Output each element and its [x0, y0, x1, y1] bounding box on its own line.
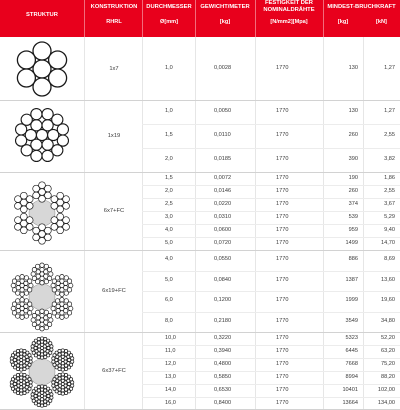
- cell-force-kg: 1999: [345, 297, 358, 304]
- header-bruchkraft: MINDEST-BRUCHKRAFT: [327, 4, 396, 10]
- rope-6x19-fc-icon: [7, 262, 77, 332]
- subheader-strength: [N/mm2][Mpa]: [270, 19, 308, 25]
- cell-strength: 1770: [276, 226, 289, 233]
- subheader-weight: [kg]: [219, 19, 231, 25]
- cell-diameter: 3,0: [165, 213, 173, 220]
- cell-weight: 0,5850: [214, 373, 232, 380]
- cell-force-kn: 19,60: [381, 297, 395, 304]
- row-divider: [142, 211, 400, 212]
- cell-strength: 1770: [276, 399, 289, 406]
- cell-weight: 0,3220: [214, 334, 232, 341]
- header-konstruktion: KONSTRUKTION: [90, 4, 138, 10]
- cell-force-kn: 1,27: [384, 64, 395, 71]
- cell-diameter: 6,0: [165, 297, 173, 304]
- row-divider: [142, 358, 400, 359]
- cell-diameter: 1,5: [165, 132, 173, 138]
- header-gewicht: GEWICHT/METER: [200, 4, 250, 10]
- cell-force-kg: 1499: [345, 239, 358, 246]
- cell-strength: 1770: [276, 386, 289, 393]
- cell-konstruktion: 6x37+FC: [102, 368, 126, 374]
- cell-strength: 1770: [276, 256, 289, 263]
- cell-strength: 1770: [276, 373, 289, 380]
- cell-strength: 1770: [276, 174, 289, 181]
- cell-strength: 1770: [276, 213, 289, 220]
- cell-force-kg: 390: [348, 156, 358, 162]
- cell-weight: 0,0720: [214, 239, 232, 246]
- cell-diameter: 11,0: [165, 347, 176, 354]
- cell-weight: 0,0550: [214, 256, 232, 263]
- cell-diameter: 4,0: [165, 256, 173, 263]
- group-divider: [0, 250, 400, 251]
- cell-force-kg: 260: [348, 187, 358, 194]
- cell-strength: 1770: [276, 347, 289, 354]
- cell-strength: 1770: [276, 317, 289, 324]
- cell-weight: 0,0146: [214, 187, 232, 194]
- cell-force-kn: 13,60: [381, 276, 395, 283]
- cell-konstruktion: 6x7+FC: [103, 208, 125, 214]
- cell-weight: 0,8400: [214, 399, 232, 406]
- cell-weight: 0,0050: [214, 108, 232, 114]
- row-divider: [142, 224, 400, 225]
- cell-diameter: 2,5: [165, 200, 173, 207]
- cell-force-kg: 1387: [345, 276, 358, 283]
- cell-strength: 1770: [276, 156, 289, 162]
- cell-force-kn: 2,55: [384, 132, 395, 138]
- row-divider: [142, 312, 400, 313]
- cell-diameter: 13,0: [165, 373, 176, 380]
- cell-weight: 0,6530: [214, 386, 232, 393]
- cell-strength: 1770: [276, 187, 289, 194]
- cell-force-kn: 63,20: [381, 347, 395, 354]
- cell-diameter: 1,0: [165, 108, 173, 114]
- group-divider: [0, 172, 400, 173]
- subheader-kg: [kg]: [337, 19, 349, 25]
- header-festigkeit-2: NOMINALDRÄHTE: [263, 7, 315, 13]
- cell-konstruktion: 1x7: [109, 65, 119, 72]
- cell-diameter: 5,0: [165, 239, 173, 246]
- cell-strength: 1770: [276, 64, 289, 71]
- cell-diameter: 8,0: [165, 317, 173, 324]
- cell-weight: 0,0600: [214, 226, 232, 233]
- cell-force-kn: 9,40: [384, 226, 395, 233]
- cell-weight: 0,0310: [214, 213, 232, 220]
- cell-force-kn: 8,69: [384, 256, 395, 263]
- rope-1x19-icon: [11, 104, 73, 166]
- row-divider: [142, 237, 400, 238]
- cell-weight: 0,0110: [214, 132, 231, 138]
- header-festigkeit-1: FESTIGKEIT DER: [265, 0, 313, 6]
- cell-weight: 0,0840: [214, 276, 232, 283]
- table-subheader: [0, 27, 400, 37]
- cell-force-kn: 2,55: [384, 187, 395, 194]
- cell-force-kg: 6445: [345, 347, 358, 354]
- cell-force-kg: 3549: [345, 317, 358, 324]
- cell-konstruktion: 1x19: [107, 133, 121, 139]
- cell-weight: 0,3940: [214, 347, 232, 354]
- cell-force-kg: 7668: [345, 360, 358, 367]
- cell-konstruktion: 6x19+FC: [102, 288, 126, 294]
- cell-force-kn: 3,82: [384, 156, 395, 162]
- rope-6x37-fc-icon: [6, 336, 78, 408]
- cell-force-kn: 88,20: [381, 373, 395, 380]
- cell-diameter: 1,0: [165, 64, 173, 71]
- cell-diameter: 2,0: [165, 156, 173, 162]
- cell-force-kg: 959: [348, 226, 358, 233]
- cell-weight: 0,0220: [214, 200, 232, 207]
- row-divider: [142, 148, 400, 149]
- cell-force-kn: 34,80: [381, 317, 395, 324]
- subheader-diameter: Ø[mm]: [159, 19, 179, 25]
- row-divider: [142, 271, 400, 272]
- cell-force-kg: 260: [348, 132, 358, 138]
- cell-weight: 0,0185: [214, 156, 232, 162]
- cell-strength: 1770: [276, 360, 289, 367]
- cell-force-kn: 1,86: [384, 174, 395, 181]
- cell-diameter: 12,0: [165, 360, 176, 367]
- row-divider: [142, 384, 400, 385]
- cell-diameter: 14,0: [165, 386, 176, 393]
- cell-force-kg: 130: [348, 108, 358, 114]
- cell-diameter: 1,5: [165, 174, 173, 181]
- header-struktur: STRUKTUR: [26, 12, 58, 18]
- subheader-rhrl: RHRL: [106, 19, 122, 25]
- cell-force-kg: 8994: [345, 373, 358, 380]
- cell-force-kg: 374: [348, 200, 358, 207]
- cell-force-kn: 134,00: [377, 399, 395, 406]
- cell-force-kn: 75,20: [381, 360, 395, 367]
- rope-6x7-fc-icon: [9, 180, 75, 246]
- cell-weight: 0,0028: [214, 64, 232, 71]
- cell-force-kg: 886: [348, 256, 358, 263]
- cell-force-kn: 3,67: [384, 200, 395, 207]
- row-divider: [142, 345, 400, 346]
- cell-diameter: 16,0: [165, 399, 176, 406]
- cell-strength: 1770: [276, 108, 289, 114]
- row-divider: [142, 371, 400, 372]
- group-divider: [0, 332, 400, 333]
- cell-weight: 0,4800: [214, 360, 232, 367]
- cell-force-kg: 190: [348, 174, 358, 181]
- cell-force-kn: 1,27: [384, 108, 395, 114]
- cell-diameter: 2,0: [165, 187, 173, 194]
- subheader-kn: [kN]: [376, 19, 387, 25]
- row-divider: [142, 397, 400, 398]
- cell-force-kg: 13664: [342, 399, 358, 406]
- cell-force-kn: 52,20: [381, 334, 395, 341]
- cell-force-kn: 5,29: [384, 213, 395, 220]
- row-divider: [142, 124, 400, 125]
- cell-force-kg: 5323: [345, 334, 358, 341]
- cell-force-kn: 102,00: [377, 386, 395, 393]
- header-durchmesser: DURCHMESSER: [146, 4, 192, 10]
- cell-strength: 1770: [276, 132, 289, 138]
- cell-diameter: 5,0: [165, 276, 173, 283]
- rope-1x7-icon: [12, 39, 72, 99]
- cell-diameter: 4,0: [165, 226, 173, 233]
- cell-strength: 1770: [276, 334, 289, 341]
- cell-strength: 1770: [276, 239, 289, 246]
- cell-diameter: 10,0: [165, 334, 176, 341]
- cell-weight: 0,0072: [214, 174, 232, 181]
- cell-weight: 0,2180: [214, 317, 232, 324]
- cell-force-kg: 539: [348, 213, 358, 220]
- row-divider: [142, 185, 400, 186]
- group-divider: [0, 100, 400, 101]
- cell-force-kn: 14,70: [381, 239, 395, 246]
- row-divider: [142, 198, 400, 199]
- cell-force-kg: 130: [348, 64, 358, 71]
- cell-strength: 1770: [276, 297, 289, 304]
- cell-force-kg: 10401: [342, 386, 358, 393]
- cell-weight: 0,1200: [214, 297, 232, 304]
- row-divider: [142, 291, 400, 292]
- cell-strength: 1770: [276, 276, 289, 283]
- cell-strength: 1770: [276, 200, 289, 207]
